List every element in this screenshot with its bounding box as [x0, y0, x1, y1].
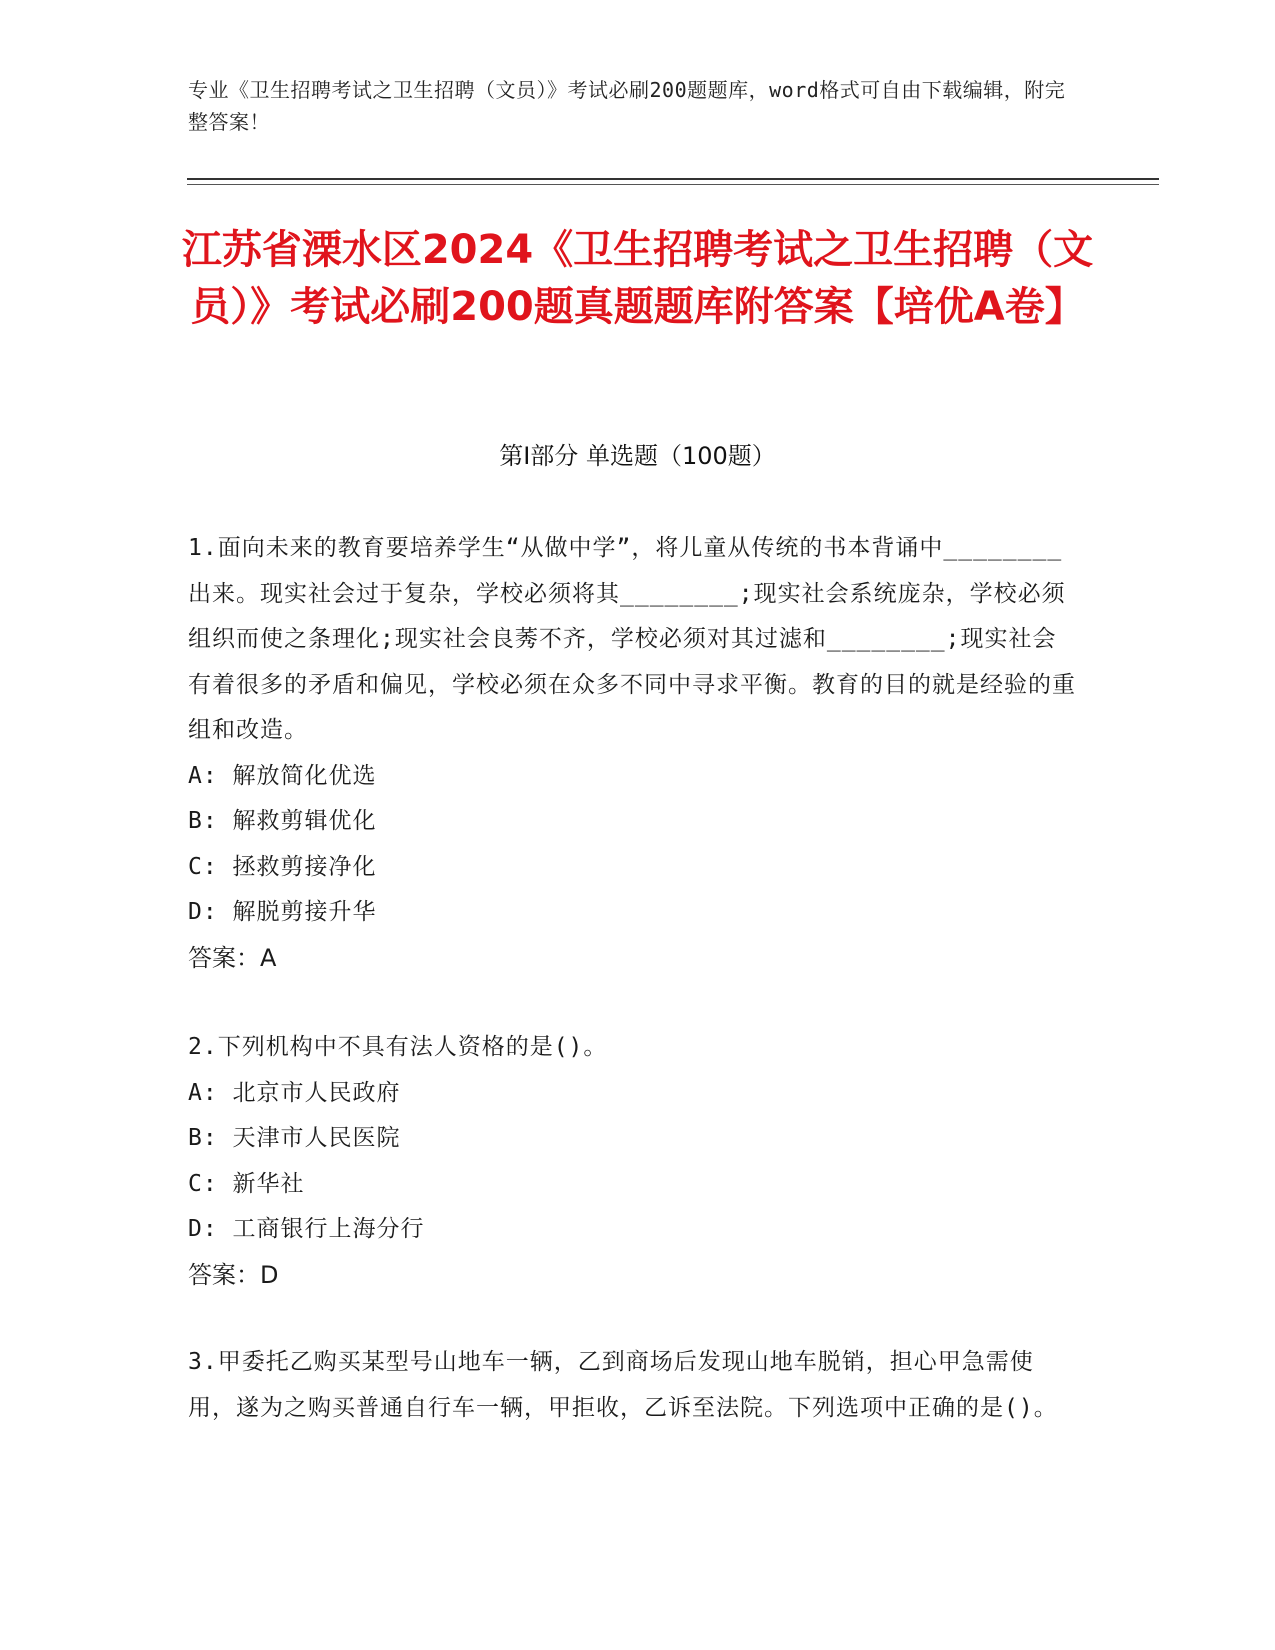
option-d: D: 工商银行上海分行	[188, 1216, 425, 1242]
answer: 答案：D	[188, 1260, 279, 1289]
option-a: A: 解放简化优选	[188, 762, 377, 789]
question-1	[188, 526, 1078, 981]
option-c: C: 拯救剪接净化	[188, 853, 377, 880]
question-stem: 1.面向未来的教育要培养学生“从做中学”，将儿童从传统的书本背诵中________出来。现实社会过于复杂，学校必须将其________;现实社会系统庞杂，学校必须组织而使之条理化;现实社会良莠不齐，学校必须对其过滤和________;现实社会有着很多的矛盾和偏见，学校必须在众多不同中寻求平衡。教育的目的就是经验的重组和改造。	[188, 535, 1076, 743]
header-divider-thick	[187, 178, 1159, 180]
document-title: 江苏省溧水区2024《卫生招聘考试之卫生招聘（文员）》考试必刷200题真题题库附答案【培优A卷】	[181, 227, 1094, 330]
header-note: 专业《卫生招聘考试之卫生招聘（文员）》考试必刷200题题库，word格式可自由下载编辑，附完整答案！	[188, 78, 1066, 134]
option-b: B: 天津市人民医院	[188, 1125, 401, 1151]
option-b: B: 解救剪辑优化	[188, 808, 377, 834]
option-c: C: 新华社	[188, 1170, 305, 1197]
option-a: A: 北京市人民政府	[188, 1079, 401, 1106]
option-d: D: 解脱剪接升华	[188, 899, 377, 925]
question-2	[188, 1025, 1078, 1298]
section-title: 第Ⅰ部分 单选题（100题）	[499, 442, 776, 470]
question-stem: 3.甲委托乙购买某型号山地车一辆，乙到商场后发现山地车脱销，担心甲急需使用，遂为之购买普通自行车一辆，甲拒收，乙诉至法院。下列选项中正确的是()。	[188, 1349, 1058, 1421]
question-3	[188, 1340, 1078, 1431]
question-stem: 2.下列机构中不具有法人资格的是()。	[188, 1034, 608, 1060]
answer: 答案：A	[188, 943, 277, 972]
header-divider-thin	[187, 184, 1159, 185]
